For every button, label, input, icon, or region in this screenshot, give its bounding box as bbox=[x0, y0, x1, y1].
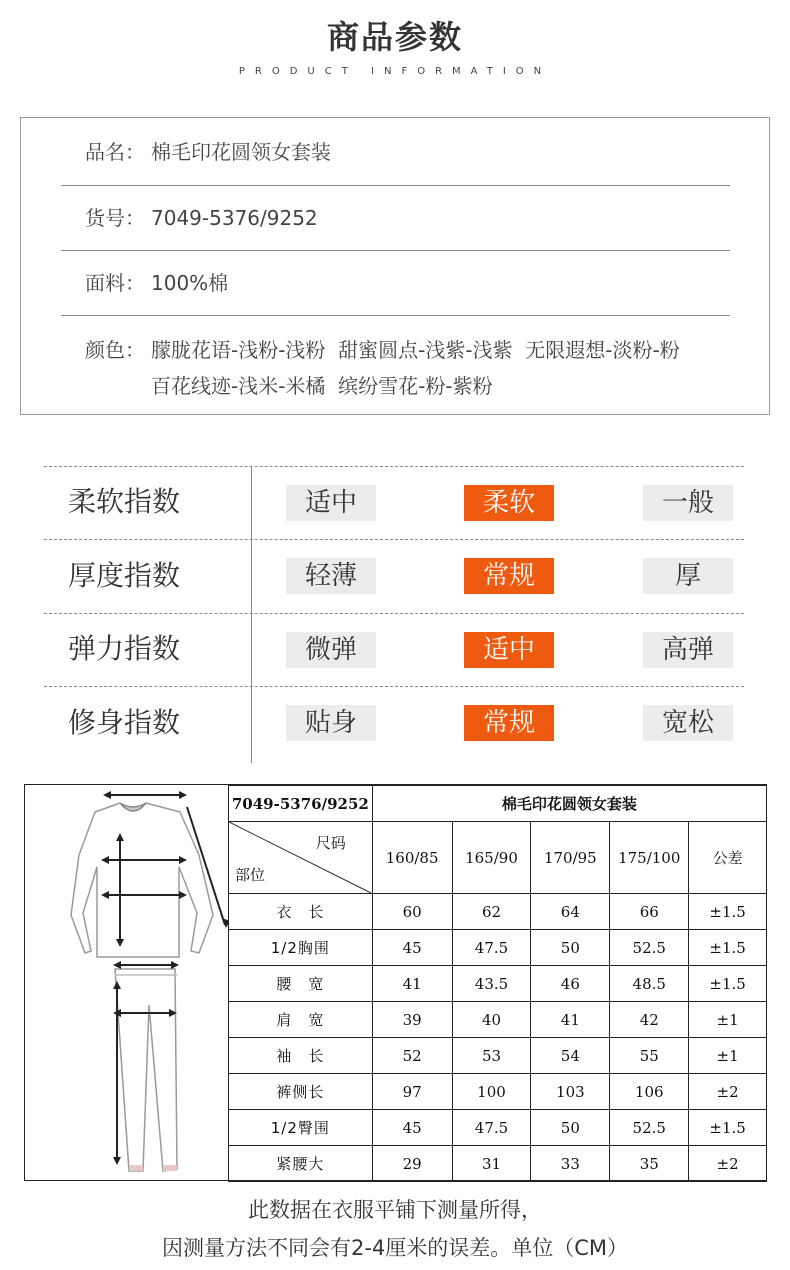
table-cell: ±1.5 bbox=[689, 966, 767, 1002]
table-cell: 52.5 bbox=[610, 1110, 689, 1146]
table-header-row bbox=[229, 786, 767, 822]
thickness-option-1: 轻薄 bbox=[286, 558, 376, 594]
info-color-key: 颜色： bbox=[85, 338, 145, 362]
table-cell: 35 bbox=[610, 1146, 689, 1182]
row-part-label: 1/2臀围 bbox=[229, 1110, 373, 1146]
table-cell: 41 bbox=[531, 1002, 610, 1038]
table-row bbox=[229, 894, 767, 930]
fit-option-2: 常规 bbox=[464, 705, 554, 741]
info-row-name bbox=[85, 135, 331, 169]
size-table bbox=[228, 785, 767, 1182]
table-cell: 55 bbox=[610, 1038, 689, 1074]
table-cell: 66 bbox=[610, 894, 689, 930]
table-cell: 50 bbox=[531, 1110, 610, 1146]
table-cell: 47.5 bbox=[452, 930, 531, 966]
dashed-divider bbox=[44, 539, 744, 540]
info-row-color bbox=[85, 333, 680, 367]
table-cell: 40 bbox=[452, 1002, 531, 1038]
table-cell: 31 bbox=[452, 1146, 531, 1182]
elasticity-option-1: 微弹 bbox=[286, 632, 376, 668]
table-cell: 50 bbox=[531, 930, 610, 966]
table-row bbox=[229, 966, 767, 1002]
dashed-divider bbox=[44, 686, 744, 687]
info-sku-key: 货号： bbox=[85, 206, 145, 230]
sku-cell: 7049-5376/9252 bbox=[229, 786, 373, 822]
fabric-index-panel bbox=[44, 466, 744, 763]
table-cell: ±2 bbox=[689, 1074, 767, 1110]
row-part-label: 腰 宽 bbox=[229, 966, 373, 1002]
table-cell: 47.5 bbox=[452, 1110, 531, 1146]
table-cell: 97 bbox=[372, 1074, 452, 1110]
thickness-option-2: 常规 bbox=[464, 558, 554, 594]
corner-cell bbox=[229, 822, 373, 894]
table-cell: 45 bbox=[372, 930, 452, 966]
column-header: 公差 bbox=[689, 822, 767, 894]
table-cell: 46 bbox=[531, 966, 610, 1002]
index-label-thickness: 厚度指数 bbox=[68, 559, 181, 592]
info-row-color-2 bbox=[151, 369, 493, 403]
thickness-option-3: 厚 bbox=[643, 558, 733, 594]
table-cell: ±1 bbox=[689, 1038, 767, 1074]
info-row-fabric bbox=[85, 266, 228, 300]
fit-option-1: 贴身 bbox=[286, 705, 376, 741]
softness-option-3: 一般 bbox=[643, 485, 733, 521]
table-cell: 33 bbox=[531, 1146, 610, 1182]
table-cell: 29 bbox=[372, 1146, 452, 1182]
row-part-label: 裤侧长 bbox=[229, 1074, 373, 1110]
info-name-value: 棉毛印花圆领女套装 bbox=[151, 140, 331, 164]
size-chart bbox=[24, 784, 767, 1181]
dashed-divider bbox=[44, 466, 744, 467]
corner-size-label: 尺码 bbox=[315, 834, 346, 852]
table-cell: ±1.5 bbox=[689, 894, 767, 930]
vertical-divider bbox=[251, 466, 252, 763]
table-cell: 41 bbox=[372, 966, 452, 1002]
table-row bbox=[229, 1002, 767, 1038]
table-cell: ±1 bbox=[689, 1002, 767, 1038]
elasticity-option-2: 适中 bbox=[464, 632, 554, 668]
divider bbox=[61, 185, 730, 186]
table-cell: 43.5 bbox=[452, 966, 531, 1002]
softness-option-2: 柔软 bbox=[464, 485, 554, 521]
index-label-fit: 修身指数 bbox=[68, 706, 181, 739]
table-cell: 52.5 bbox=[610, 930, 689, 966]
table-cell: ±1.5 bbox=[689, 1110, 767, 1146]
divider bbox=[61, 315, 730, 316]
index-label-elasticity: 弹力指数 bbox=[68, 632, 181, 665]
corner-part-label: 部位 bbox=[235, 866, 266, 884]
page-subtitle: PRODUCT INFORMATION bbox=[238, 66, 552, 77]
row-part-label: 紧腰大 bbox=[229, 1146, 373, 1182]
garment-sketch-icon bbox=[25, 785, 228, 1180]
index-label-softness: 柔软指数 bbox=[68, 485, 181, 518]
table-row bbox=[229, 1146, 767, 1182]
info-color-line2: 百花线迹-浅米-米橘 缤纷雪花-粉-紫粉 bbox=[151, 374, 493, 398]
column-header: 170/95 bbox=[531, 822, 610, 894]
table-row bbox=[229, 1074, 767, 1110]
table-cell: 100 bbox=[452, 1074, 531, 1110]
table-cell: 60 bbox=[372, 894, 452, 930]
divider bbox=[61, 250, 730, 251]
column-header: 165/90 bbox=[452, 822, 531, 894]
measurement-note-line2: 因测量方法不同会有2-4厘米的误差。单位（CM） bbox=[161, 1236, 629, 1260]
column-header: 160/85 bbox=[372, 822, 452, 894]
table-cell: 54 bbox=[531, 1038, 610, 1074]
table-cell: 53 bbox=[452, 1038, 531, 1074]
table-cell: ±2 bbox=[689, 1146, 767, 1182]
garment-measurement-illustration bbox=[25, 785, 228, 1180]
table-cell: 52 bbox=[372, 1038, 452, 1074]
info-fabric-value: 100%棉 bbox=[151, 271, 229, 295]
measurement-note-line1: 此数据在衣服平铺下测量所得， bbox=[248, 1198, 542, 1222]
softness-option-1: 适中 bbox=[286, 485, 376, 521]
info-color-line1: 朦胧花语-浅粉-浅粉 甜蜜圆点-浅紫-浅紫 无限遐想-淡粉-粉 bbox=[151, 338, 680, 362]
table-cell: 106 bbox=[610, 1074, 689, 1110]
table-row bbox=[229, 1110, 767, 1146]
table-cell: 64 bbox=[531, 894, 610, 930]
table-cell: ±1.5 bbox=[689, 930, 767, 966]
elasticity-option-3: 高弹 bbox=[643, 632, 733, 668]
product-name-cell: 棉毛印花圆领女套装 bbox=[372, 786, 766, 822]
product-info-box bbox=[20, 117, 770, 415]
table-row bbox=[229, 930, 767, 966]
info-fabric-key: 面料： bbox=[85, 271, 145, 295]
row-part-label: 肩 宽 bbox=[229, 1002, 373, 1038]
row-part-label: 袖 长 bbox=[229, 1038, 373, 1074]
page-title: 商品参数 bbox=[326, 18, 463, 56]
info-name-key: 品名： bbox=[85, 140, 145, 164]
table-column-header-row bbox=[229, 822, 767, 894]
dashed-divider bbox=[44, 613, 744, 614]
table-cell: 45 bbox=[372, 1110, 452, 1146]
row-part-label: 衣 长 bbox=[229, 894, 373, 930]
info-sku-value: 7049-5376/9252 bbox=[151, 206, 318, 230]
info-row-sku bbox=[85, 201, 318, 235]
table-row bbox=[229, 1038, 767, 1074]
column-header: 175/100 bbox=[610, 822, 689, 894]
table-cell: 48.5 bbox=[610, 966, 689, 1002]
fit-option-3: 宽松 bbox=[643, 705, 733, 741]
table-cell: 39 bbox=[372, 1002, 452, 1038]
row-part-label: 1/2胸围 bbox=[229, 930, 373, 966]
table-cell: 62 bbox=[452, 894, 531, 930]
table-cell: 42 bbox=[610, 1002, 689, 1038]
table-cell: 103 bbox=[531, 1074, 610, 1110]
